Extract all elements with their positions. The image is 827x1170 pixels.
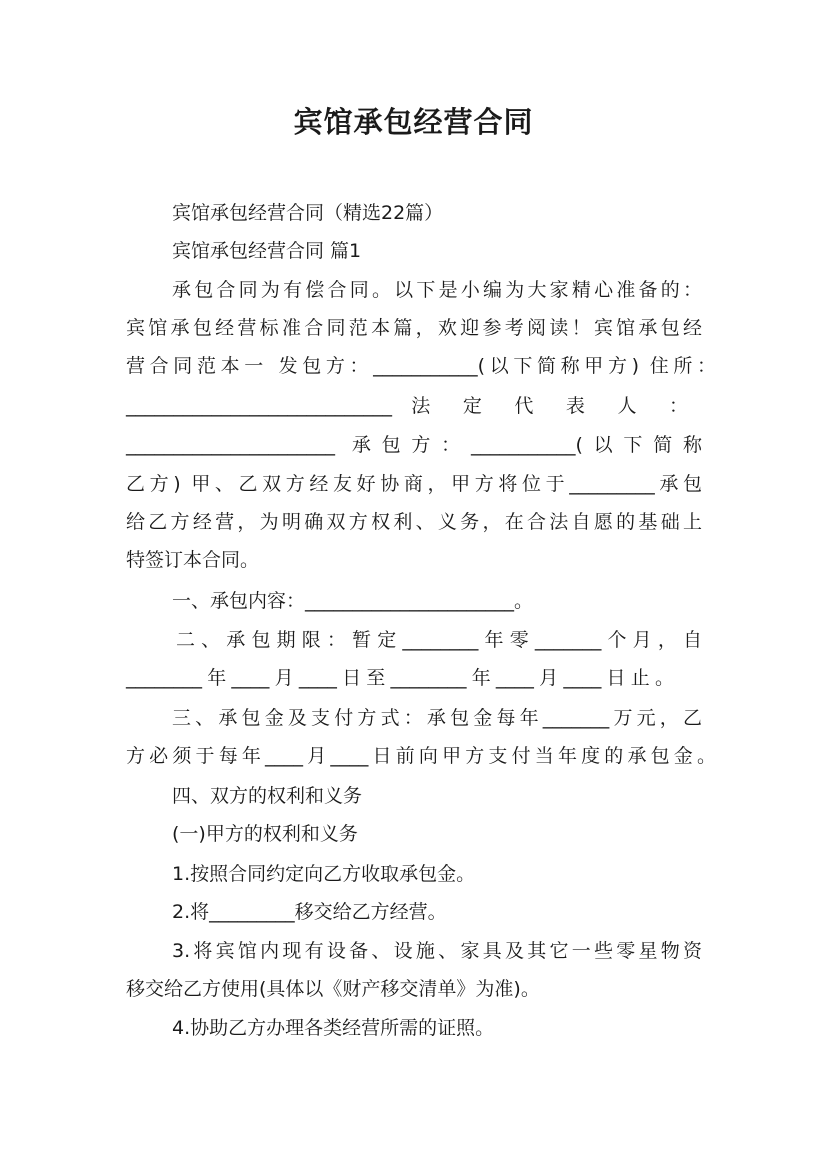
subtitle-line: 宾馆承包经营合同（精选22篇） [172, 202, 444, 224]
list-item: 1.按照合同约定向乙方收取承包金。 [172, 863, 476, 885]
paragraph-line: 二、承包期限：暂定________年零_______个月，自 [176, 629, 702, 651]
list-item: 3.将宾馆内现有设备、设施、家具及其它一些零星物资 [172, 940, 702, 962]
paragraph-line: 一、承包内容：______________________。 [172, 590, 534, 612]
document-title: 宾馆承包经营合同 [293, 105, 534, 139]
section-heading: 四、双方的权利和义务 [172, 785, 363, 807]
paragraph-line: 给乙方经营，为明确双方权利、义务，在合法自愿的基础上 [126, 511, 702, 533]
paragraph-line: ______________________ 承包方：___________(以下简称 [126, 434, 702, 456]
paragraph-line: 营合同范本一 发包方：___________(以下简称甲方) 住所： [126, 355, 716, 377]
paragraph-line: 三、承包金及支付方式：承包金每年_______万元，乙 [172, 707, 702, 729]
paragraph-line: 乙方) 甲、乙双方经友好协商，甲方将位于_________承包 [126, 473, 702, 495]
section-heading: (一)甲方的权利和义务 [172, 823, 358, 845]
list-item: 2.将_________移交给乙方经营。 [172, 901, 447, 923]
paragraph-line: 方必须于每年____月____日前向甲方支付当年度的承包金。 [126, 745, 716, 767]
paragraph-line: 特签订本合同。 [126, 549, 260, 571]
list-item: 4.协助乙方办理各类经营所需的证照。 [172, 1017, 495, 1039]
list-item: 移交给乙方使用(具体以《财产移交清单》为准)。 [126, 978, 540, 1000]
paragraph-line: 承包合同为有偿合同。以下是小编为大家精心准备的： [172, 279, 702, 301]
paragraph-line: ____________________________ 法 定 代 表 人 ： [126, 395, 688, 417]
paragraph-line: 宾馆承包经营标准合同范本篇，欢迎参考阅读！宾馆承包经 [126, 317, 702, 339]
section-heading: 宾馆承包经营合同 篇1 [172, 240, 362, 262]
paragraph-line: ________年____月____日至________年____月____日止。 [126, 667, 674, 689]
